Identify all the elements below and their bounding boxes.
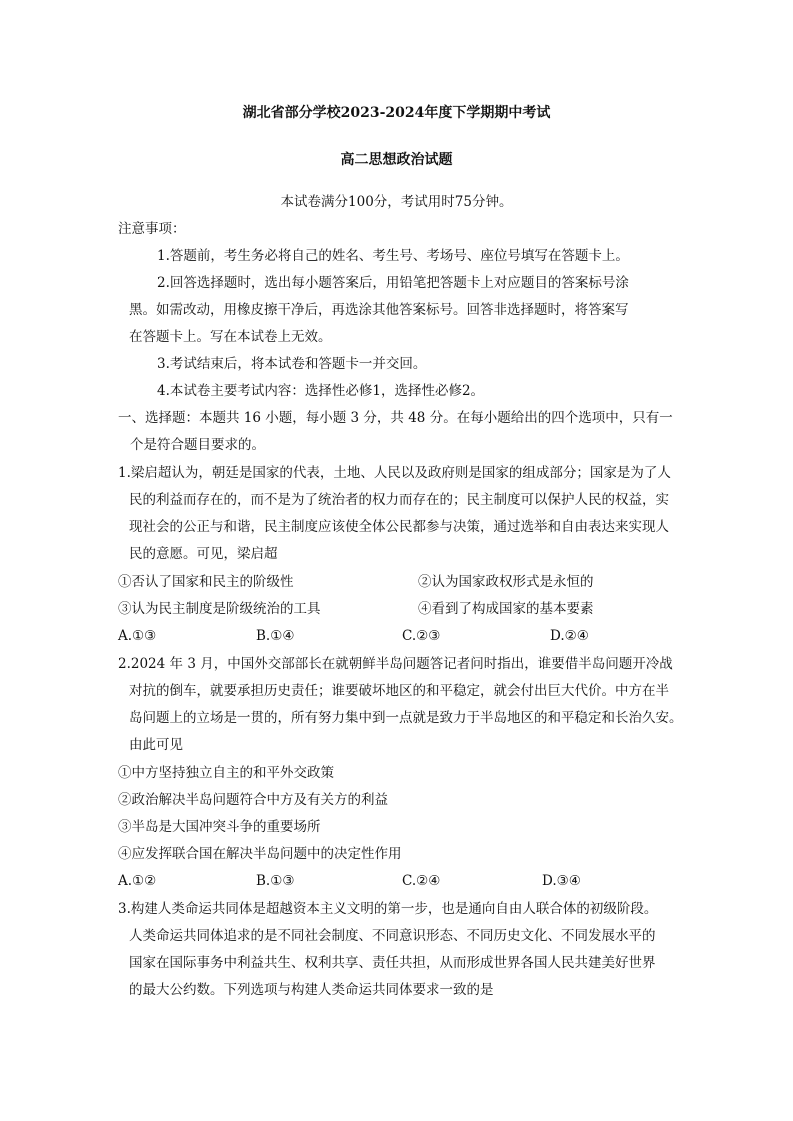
q1-option-a: A.①③ (118, 628, 157, 644)
question-3-text: 的最大公约数。下列选项与构建人类命运共同体要求一致的是 (129, 982, 494, 998)
exam-info: 本试卷满分100分，考试用时75分钟。 (280, 194, 513, 210)
note-item: 在答题卡上。写在本试卷上无效。 (129, 329, 332, 345)
q2-option-d: D.③④ (542, 873, 581, 889)
question-1-text: 1.梁启超认为，朝廷是国家的代表，土地、人民以及政府则是国家的组成部分；国家是为了人 (118, 465, 671, 481)
q2-option-a: A.①② (118, 873, 157, 889)
q2-statement: ④应发挥联合国在解决半岛问题中的决定性作用 (118, 846, 402, 862)
question-2-text: 2.2024 年 3 月，中国外交部部长在就朝鲜半岛问题答记者问时指出，谁要借半岛问题开冷战 (118, 656, 673, 672)
q2-statement: ①中方坚持独立自主的和平外交政策 (118, 765, 334, 781)
q1-option-b: B.①④ (256, 628, 295, 644)
q2-option-b: B.①③ (256, 873, 295, 889)
note-item: 2.回答选择题时，选出每小题答案后，用铅笔把答题卡上对应题目的答案标号涂 (157, 275, 629, 291)
section-heading: 一、选择题：本题共 16 小题，每小题 3 分，共 48 分。在每小题给出的四个选项中，只有一 (118, 410, 673, 426)
question-2-text: 对抗的倒车，就要承担历史责任；谁要破坏地区的和平稳定，就会付出巨大代价。中方在半 (129, 683, 669, 699)
q2-statement: ③半岛是大国冲突斗争的重要场所 (118, 819, 321, 835)
q1-statement: ③认为民主制度是阶级统治的工具 (118, 601, 321, 617)
exam-subject-title: 高二思想政治试题 (340, 152, 453, 168)
q1-option-c: C.②③ (402, 628, 441, 644)
q1-statement: ②认为国家政权形式是永恒的 (418, 574, 594, 590)
question-2-text: 岛问题上的立场是一贯的，所有努力集中到一点就是致力于半岛地区的和平稳定和长治久安。 (129, 710, 683, 726)
q1-statement: ①否认了国家和民主的阶级性 (118, 574, 294, 590)
q2-statement: ②政治解决半岛问题符合中方及有关方的利益 (118, 792, 388, 808)
notes-heading: 注意事项： (118, 221, 186, 237)
question-1-text: 民的意愿。可见，梁启超 (129, 546, 278, 562)
question-2-text: 由此可见 (129, 737, 183, 753)
question-3-text: 国家在国际事务中利益共生、权利共享、责任共担，从而形成世界各国人民共建美好世界 (129, 955, 656, 971)
question-1-text: 民的利益而存在的，而不是为了统治者的权力而存在的；民主制度可以保护人民的权益，实 (129, 492, 669, 508)
q1-option-d: D.②④ (550, 628, 589, 644)
section-heading-cont: 个是符合题目要求的。 (130, 437, 265, 453)
question-1-text: 现社会的公正与和谐，民主制度应该使全体公民都参与决策，通过选举和自由表达来实现人 (129, 519, 669, 535)
q1-statement: ④看到了构成国家的基本要素 (418, 601, 594, 617)
question-3-text: 人类命运共同体追求的是不同社会制度、不同意识形态、不同历史文化、不同发展水平的 (129, 928, 656, 944)
question-3-text: 3.构建人类命运共同体是超越资本主义文明的第一步，也是通向自由人联合体的初级阶段。 (118, 901, 658, 917)
note-item: 黑。如需改动，用橡皮擦干净后，再选涂其他答案标号。回答非选择题时，将答案写 (129, 302, 629, 318)
note-item: 3.考试结束后，将本试卷和答题卡一并交回。 (157, 356, 427, 372)
exam-title: 湖北省部分学校2023-2024年度下学期期中考试 (242, 105, 551, 121)
note-item: 1.答题前，考生务必将自己的姓名、考生号、考场号、座位号填写在答题卡上。 (157, 248, 629, 264)
note-item: 4.本试卷主要考试内容：选择性必修1，选择性必修2。 (157, 383, 485, 399)
q2-option-c: C.②④ (402, 873, 441, 889)
